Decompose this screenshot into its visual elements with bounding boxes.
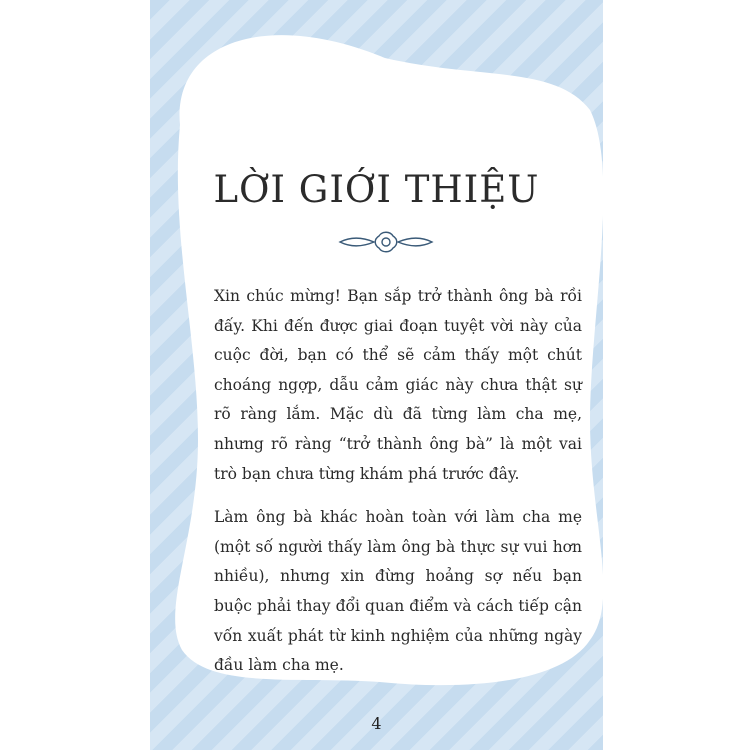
paragraph-1: Xin chúc mừng! Bạn sắp trở thành ông bà rồi đấy. Khi đến được giai đoạn tuyệt vời này của cuộc đời, bạn có thể sẽ cảm thấy một chút choáng ngợp, dẫu cảm giác này chưa thật sự rõ ràng lắm. Mặc dù đã từng làm cha mẹ, nhưng rõ ràng “trở thành ông bà” là một vai trò bạn chưa từng khám phá trước đây. — [214, 287, 582, 483]
page-number: 4 — [371, 714, 382, 733]
paragraph-2: Làm ông bà khác hoàn toàn với làm cha mẹ (một số người thấy làm ông bà thực sự vui hơn nhiều), nhưng xin đừng hoảng sợ nếu bạn buộc phải thay đổi quan điểm và cách tiếp cận vốn xuất phát từ kinh nghiệm của những ngày đầu làm cha mẹ. — [214, 508, 582, 675]
intro-text — [214, 282, 582, 695]
flourish-divider-icon — [336, 228, 436, 256]
book-page — [150, 0, 603, 750]
page-title: LỜI GIỚI THIỆU — [213, 168, 540, 211]
